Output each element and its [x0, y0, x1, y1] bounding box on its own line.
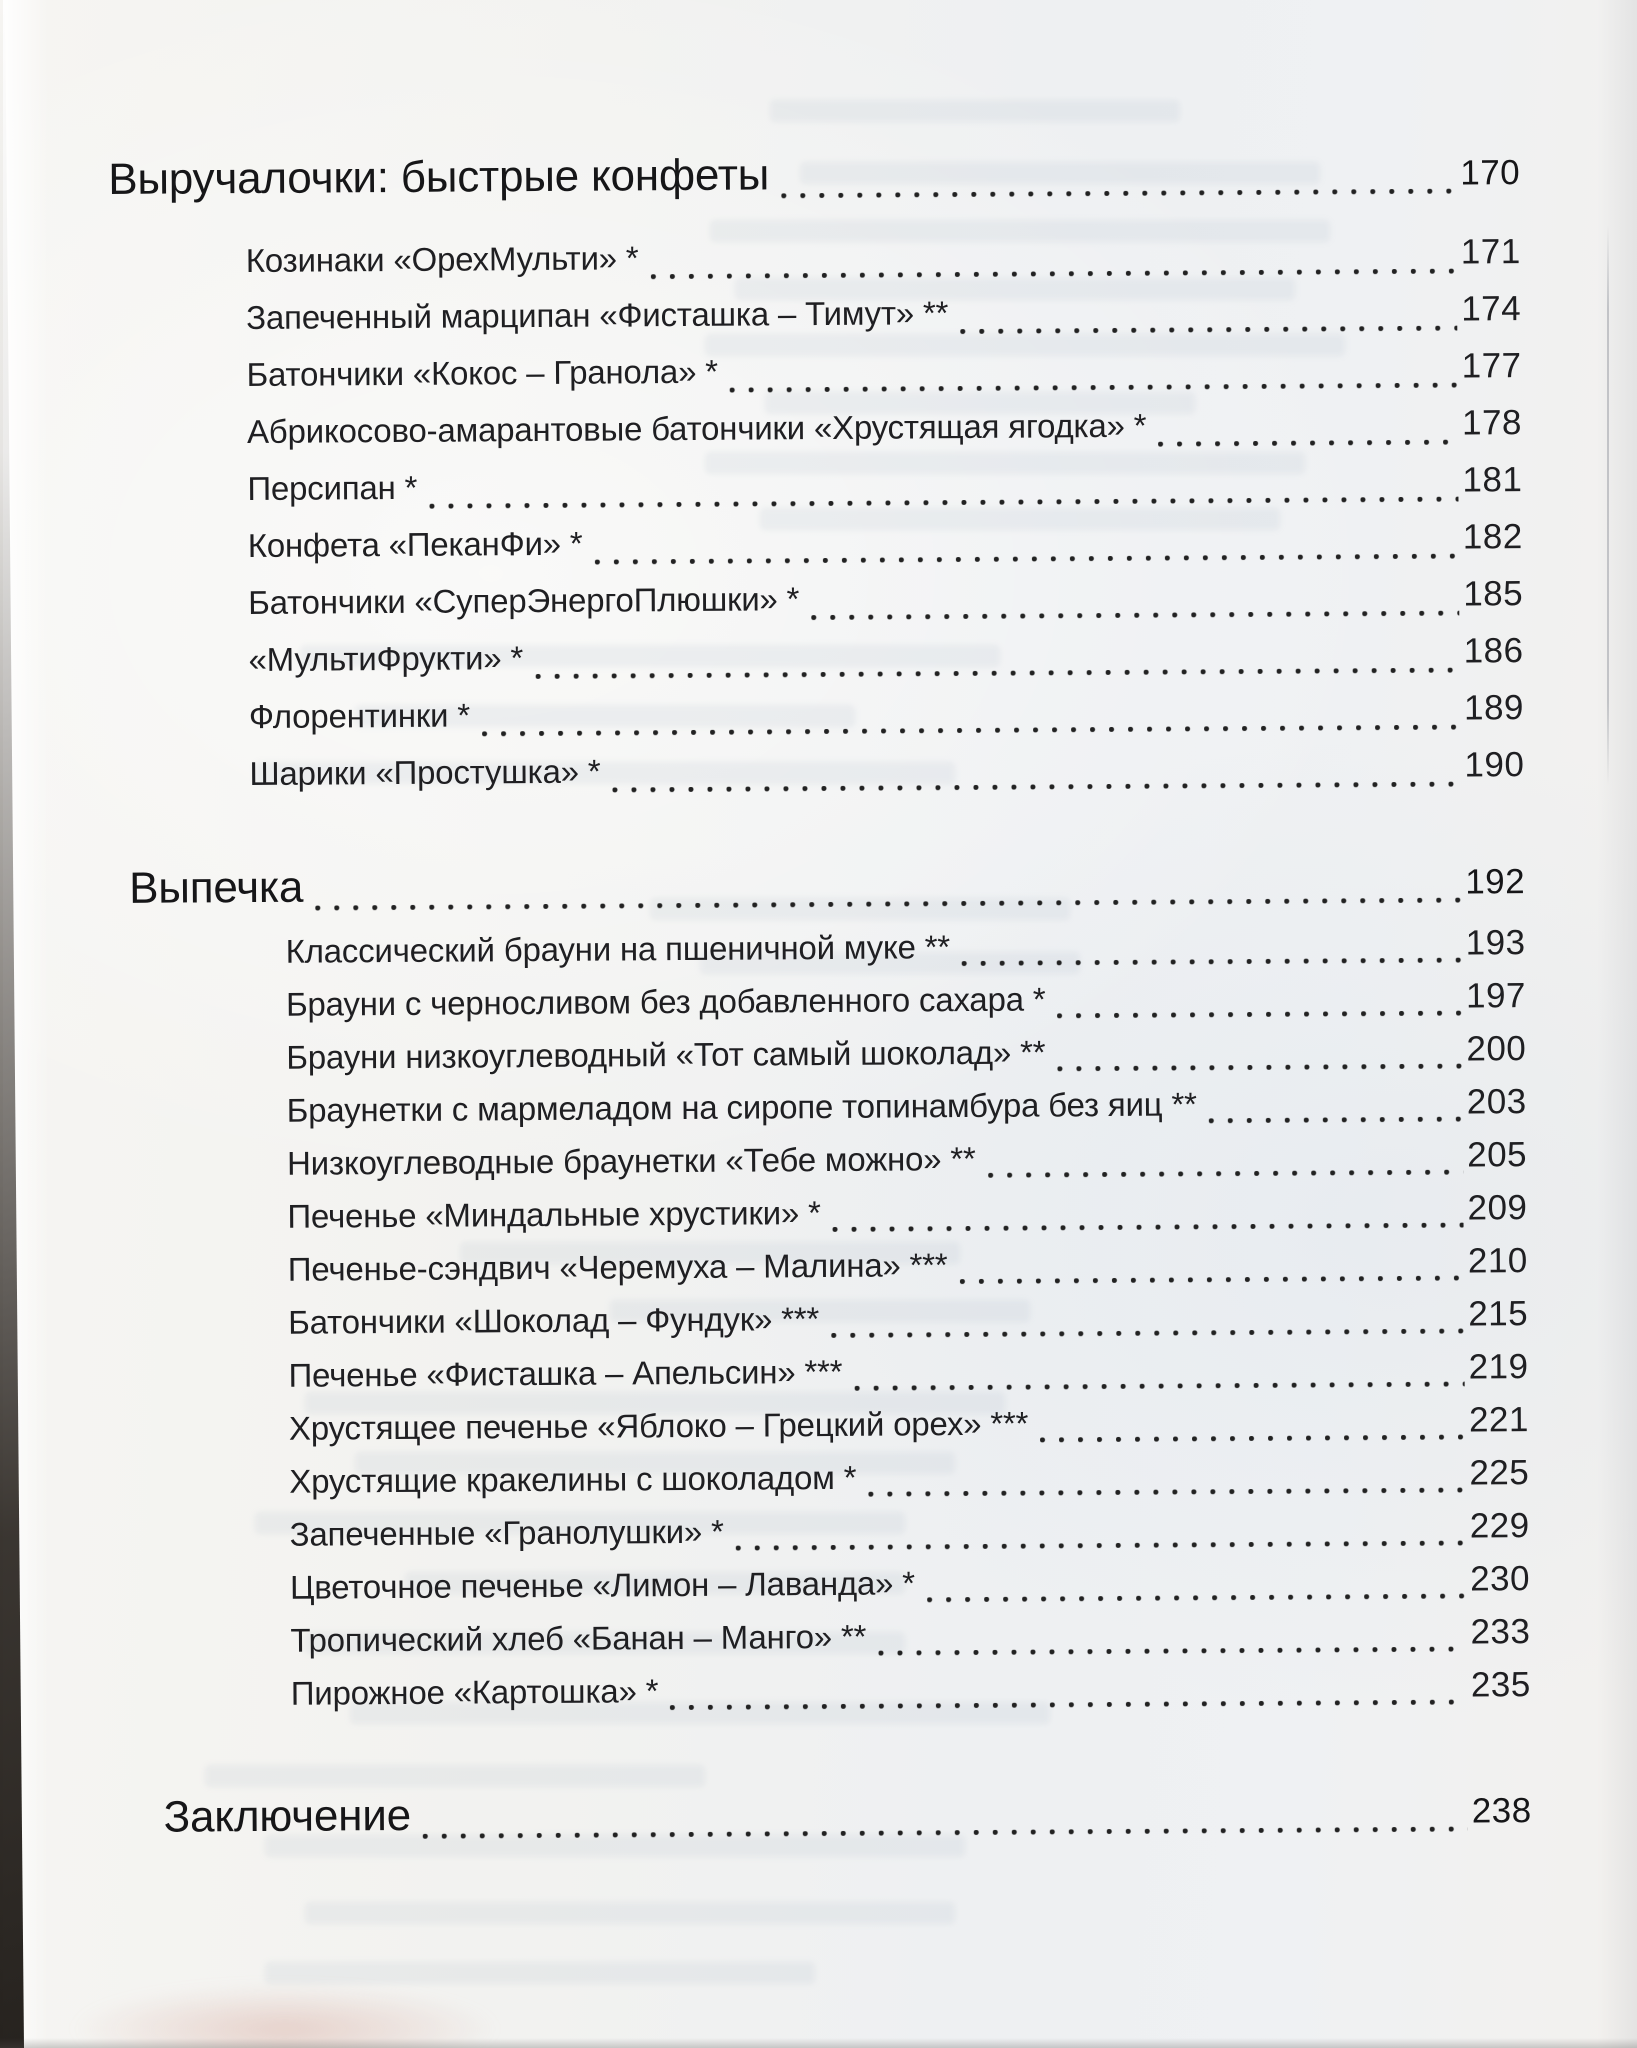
dot-leader [960, 917, 1462, 974]
toc-entry [114, 1022, 1526, 1085]
toc-entry-page: 181 [1462, 460, 1523, 500]
dot-leader [592, 509, 1459, 572]
toc-section-heading [119, 1776, 1531, 1853]
toc-entry-title: Хрустящие кракелины с шоколадом * [289, 1458, 857, 1500]
toc-entry [115, 1181, 1527, 1244]
bleed-line [305, 1902, 955, 1924]
toc-section-page: 238 [1471, 1791, 1532, 1831]
toc-entry-page: 210 [1467, 1241, 1528, 1281]
toc-entry-page: 221 [1468, 1400, 1530, 1440]
toc-entry-title: Брауни с черносливом без добавленного сахара * [285, 980, 1046, 1023]
dot-leader [1206, 1076, 1462, 1131]
toc-entry-title: Тропический хлеб «Банан – Манго» ** [290, 1617, 867, 1659]
toc-entry-title: Батончики «СуперЭнергоПлюшки» * [248, 580, 800, 622]
toc-entry [118, 1499, 1530, 1562]
dot-leader [957, 1235, 1464, 1292]
toc-entry-title: Шарики «Простушка» * [249, 752, 601, 793]
dot-leader [779, 139, 1457, 208]
toc-entry-title: Флорентинки * [248, 696, 471, 736]
toc-entry-title: Персипан * [247, 468, 418, 508]
toc-entry [109, 337, 1521, 404]
dot-leader [985, 1129, 1463, 1185]
toc-section-heading [113, 847, 1525, 924]
dot-leader [830, 1182, 1463, 1239]
toc-entry-page: 233 [1470, 1612, 1531, 1652]
toc-entry-page: 186 [1463, 631, 1524, 671]
toc-entry [110, 394, 1522, 461]
photo-bottom-edge [0, 2038, 1637, 2048]
toc-entry-page: 205 [1467, 1135, 1528, 1175]
toc-entry-page: 177 [1461, 346, 1522, 386]
toc-section-title: Заключение [163, 1790, 412, 1842]
dot-leader [734, 1500, 1466, 1558]
toc-entry-title: Абрикосово-амарантовые батончики «Хрустящая ягодка» * [246, 406, 1147, 451]
dot-leader [1055, 970, 1462, 1026]
toc-entry-title: Конфета «ПеканФи» * [247, 524, 583, 565]
dot-leader [852, 1341, 1465, 1398]
toc-section-title: Выручалочки: быстрые конфеты [108, 150, 770, 204]
toc-entry-page: 193 [1465, 923, 1526, 963]
toc-section-title: Выпечка [128, 862, 304, 913]
dot-leader [829, 1288, 1465, 1345]
toc-entry-title: Брауни низкоуглеводный «Тот самый шоколад» ** [286, 1033, 1046, 1076]
toc-entry-page: 219 [1468, 1347, 1529, 1387]
dot-leader [533, 623, 1460, 686]
toc-entry-page: 174 [1461, 289, 1522, 329]
toc-entry [116, 1340, 1528, 1403]
toc-entry-title: Печенье «Фисташка – Апельсин» *** [288, 1352, 843, 1394]
toc-entry [118, 1605, 1530, 1668]
toc-entry-page: 209 [1467, 1188, 1528, 1228]
dot-leader [1038, 1394, 1465, 1450]
dot-leader [809, 566, 1459, 628]
toc-entry [115, 1128, 1527, 1191]
toc-entry [115, 1075, 1527, 1138]
toc-entry-page: 235 [1470, 1665, 1531, 1705]
toc-entry [116, 1287, 1528, 1350]
dot-leader [421, 1777, 1468, 1848]
toc-entry [109, 280, 1521, 347]
toc-entry-page: 190 [1464, 745, 1525, 785]
toc-entry-title: Батончики «Шоколад – Фундук» *** [288, 1300, 820, 1341]
toc-section-heading [108, 138, 1520, 215]
toc-entry [118, 1552, 1530, 1615]
dot-leader [876, 1606, 1467, 1663]
toc-entry-page: 185 [1463, 574, 1524, 614]
dot-leader [925, 1553, 1467, 1610]
toc-entry-title: Низкоуглеводные браунетки «Тебе можно» ** [286, 1139, 976, 1182]
toc-section-items [109, 223, 1525, 803]
toc-entry-title: Печенье «Миндальные хрустики» * [287, 1194, 821, 1235]
toc-entry-page: 178 [1461, 403, 1523, 443]
toc-entry [116, 1234, 1528, 1297]
toc-entry-title: «МультиФрукти» * [248, 639, 524, 679]
toc-section-page: 192 [1465, 862, 1526, 902]
toc-entry [110, 451, 1522, 518]
toc-entry [119, 1658, 1531, 1721]
toc-entry-title: Батончики «Кокос – Гранола» * [246, 352, 719, 394]
toc-entry [117, 1393, 1529, 1456]
toc-entry-page: 189 [1463, 688, 1525, 728]
toc-entry-title: Пирожное «Картошка» * [290, 1672, 659, 1712]
dot-leader [668, 1659, 1467, 1718]
toc-entry-title: Цветочное печенье «Лимон – Лаванда» * [289, 1564, 915, 1606]
toc-entry [113, 916, 1525, 979]
toc-entry-title: Хрустящее печенье «Яблоко – Грецкий орех» *** [288, 1404, 1029, 1447]
dot-leader [1055, 1023, 1463, 1079]
toc-entry-title: Печенье-сэндвич «Черемуха – Малина» *** [287, 1246, 948, 1288]
dot-leader [958, 281, 1457, 341]
toc-entry [114, 969, 1526, 1032]
dot-leader [728, 338, 1458, 400]
toc-section-quick-candies [108, 138, 1525, 803]
dot-leader [313, 848, 1461, 920]
toc-entry-title: Козинаки «ОрехМульти» * [245, 239, 639, 280]
toc-entry-page: 230 [1469, 1559, 1531, 1599]
dot-leader [648, 224, 1457, 287]
toc-entry-page: 215 [1468, 1294, 1529, 1334]
toc-entry-title: Браунетки с мармеладом на сиропе топинамбура без яиц ** [286, 1085, 1197, 1129]
bleed-line [770, 100, 1180, 122]
toc-entry [111, 508, 1523, 575]
toc-section-conclusion [119, 1776, 1531, 1853]
toc-entry-page: 229 [1469, 1506, 1530, 1546]
toc-section-page: 170 [1460, 153, 1521, 193]
toc-section-baking [113, 847, 1531, 1721]
toc-entry-title: Классический брауни на пшеничной муке ** [285, 928, 951, 970]
dot-leader [427, 452, 1459, 516]
toc-entry [111, 565, 1523, 632]
toc-entry [117, 1446, 1529, 1509]
table-of-contents [108, 138, 1532, 1853]
dot-leader [480, 680, 1460, 744]
toc-entry [109, 223, 1521, 290]
toc-entry [112, 736, 1524, 803]
toc-entry-page: 171 [1460, 232, 1521, 272]
toc-entry-title: Запеченный марципан «Фисташка – Тимут» ** [246, 294, 949, 337]
toc-entry-title: Запеченные «Гранолушки» * [289, 1512, 724, 1553]
toc-entry [112, 679, 1524, 746]
dot-leader [1156, 395, 1458, 454]
toc-entry-page: 197 [1465, 976, 1527, 1016]
toc-entry-page: 182 [1462, 517, 1523, 557]
dot-leader [610, 737, 1460, 800]
toc-entry-page: 200 [1466, 1029, 1527, 1069]
toc-entry-page: 225 [1469, 1453, 1530, 1493]
toc-section-items [113, 916, 1531, 1721]
toc-entry [111, 622, 1523, 689]
right-edge-shading [1597, 0, 1637, 2048]
toc-entry-page: 203 [1466, 1082, 1527, 1122]
bleed-line [265, 1962, 815, 1984]
dot-leader [866, 1447, 1465, 1504]
